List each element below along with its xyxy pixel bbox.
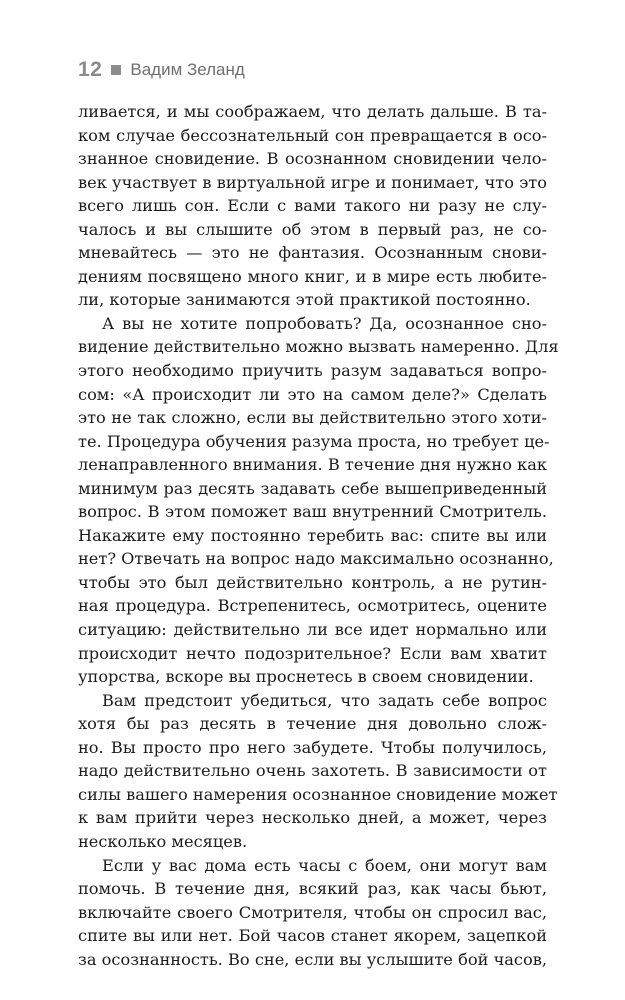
text-line: знанное сновидение. В осознанном сновидении чело- [78,149,547,169]
text-line: всего лишь сон. Если с вами такого ни разу не слу- [78,196,547,216]
text-line: Если у вас дома есть часы с боем, они могут вам [102,855,547,875]
text-line: но. Вы просто про него забудете. Чтобы получилось, [78,737,547,757]
paragraph [78,312,559,689]
text-line: включайте своего Смотрителя, чтобы он спросил вас, [78,902,547,922]
text-line: надо действительно очень захотеть. В зависимости от [78,761,547,781]
text-line: сом: «А происходит ли это на самом деле?» Сделать [78,384,547,404]
text-line: происходит нечто подозрительное? Если вам хватит [78,643,547,663]
text-line: хотя бы раз десять в течение дня довольно слож- [78,714,547,734]
paragraph [78,100,547,312]
text-line: Вам предстоит убедиться, что задать себе вопрос [102,690,547,710]
text-line: ливается, и мы соображаем, что делать дальше. В та- [78,102,547,121]
text-line: видение действительно можно вызвать намеренно. Для [78,337,559,357]
text-line: минимум раз десять задавать себе вышеприведенный [78,478,547,498]
text-line: чалось и вы слышите об этом в первый раз, не со- [78,219,547,239]
text-line: век участвует в виртуальной игре и понимает, что это [78,172,547,192]
running-head [78,55,245,85]
text-line: за осознанность. Во сне, если вы услышите бой часов, [78,949,547,969]
author-name: Вадим Зеланд [130,60,245,79]
text-line: несколько месяцев. [78,831,248,851]
text-line: упорства, вскоре вы проснетесь в своем сновидении. [78,667,534,687]
text-line: дениям посвящено много книг, и в мире есть любите- [78,266,547,286]
text-line: А вы не хотите попробовать? Да, осознанное сно- [102,313,547,333]
text-line: это не так сложно, если вы действительно этого хоти- [78,408,547,428]
text-line: ли, которые занимаются этой практикой постоянно. [78,290,531,310]
text-line: спите вы или нет. Бой часов станет якорем, зацепкой [78,926,547,946]
text-line: ситуацию: действительно ли все идет нормально или [78,620,547,640]
square-bullet-icon [111,65,121,75]
text-line: вопрос. В этом поможет ваш внутренний Смотритель. [78,502,547,522]
text-line: силы вашего намерения осознанное сновидение может [78,784,558,804]
body-text [78,100,559,971]
text-line: нет? Отвечать на вопрос надо максимально осознанно, [78,549,554,569]
text-line: те. Процедура обучения разума проста, но требует це- [78,431,550,451]
paragraph [78,689,558,854]
text-line: ленаправленного внимания. В течение дня нужно как [78,455,547,475]
page-number: 12 [78,58,103,81]
text-line: к вам прийти через несколько дней, а может, через [78,808,547,828]
text-line: помочь. В течение дня, всякий раз, как часы бьют, [78,879,547,899]
text-line: чтобы это был действительно контроль, а не рутин- [78,572,547,592]
text-line: ком случае бессознательный сон превращается в осо- [78,125,547,145]
paragraph [78,854,547,972]
text-line: этого необходимо приучить разум задаваться вопро- [78,361,547,381]
text-line: Накажите ему постоянно теребить вас: спите вы или [78,525,547,545]
text-line: мневайтесь — это не фантазия. Осознанным снови- [78,243,547,263]
text-line: ная процедура. Встрепенитесь, осмотритесь, оцените [78,596,547,616]
